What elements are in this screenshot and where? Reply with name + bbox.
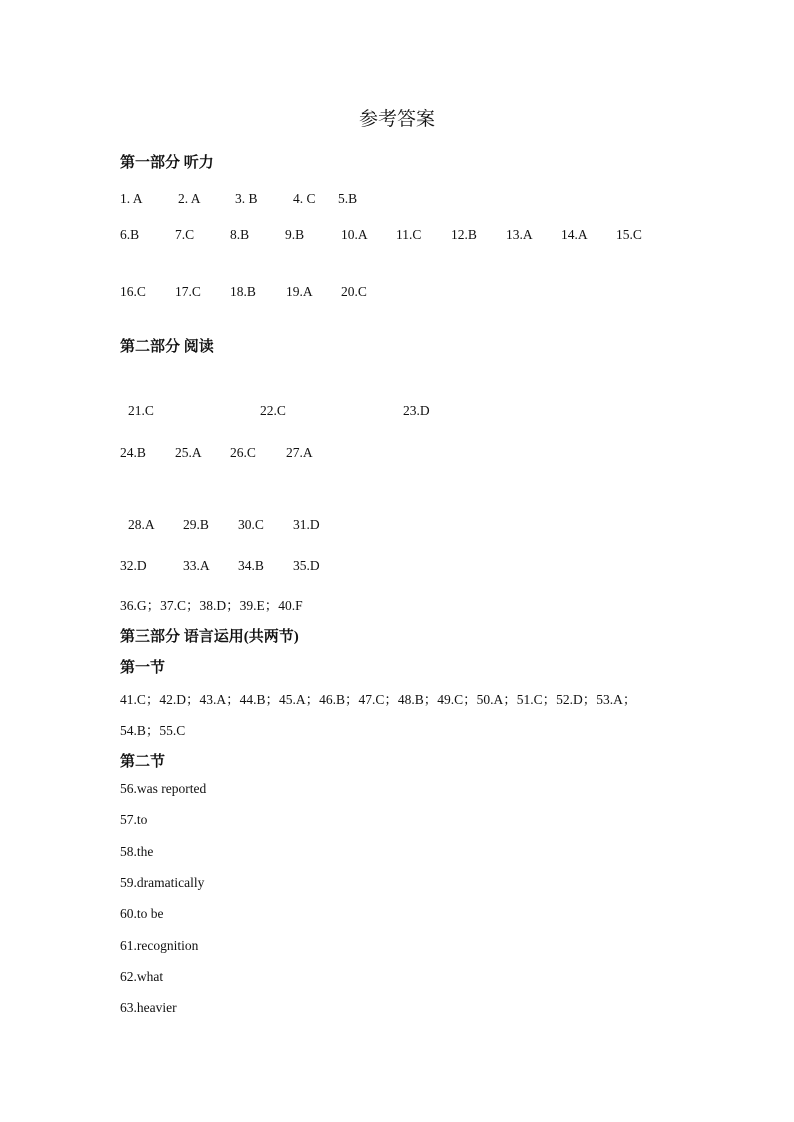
answer-item: 11.C — [396, 227, 422, 242]
answer-item: 26.C — [230, 445, 256, 460]
section2-heading: 第二节 — [120, 754, 166, 770]
answer-item: 22.C — [260, 403, 286, 418]
answer-item: 2. A — [178, 191, 201, 206]
answer-item: 60.to be — [120, 906, 164, 921]
answer-item: 23.D — [403, 403, 430, 418]
answer-item: 30.C — [238, 517, 264, 532]
page-title: 参考答案 — [358, 109, 435, 130]
answer-item: 34.B — [238, 558, 264, 573]
answer-item: 58.the — [120, 844, 154, 859]
answer-item: 7.C — [175, 227, 195, 242]
answer-item: 59.dramatically — [120, 875, 205, 890]
part2-row5: 36.G；37.C；38.D；39.E；40.F — [120, 598, 303, 613]
section1-heading: 第一节 — [120, 660, 166, 676]
answer-item: 32.D — [120, 558, 147, 573]
part1-heading: 第一部分 听力 — [120, 155, 214, 171]
answer-item: 3. B — [235, 191, 258, 206]
answer-item: 1. A — [120, 191, 143, 206]
answer-item: 12.B — [451, 227, 477, 242]
answer-item: 17.C — [175, 284, 201, 299]
answer-item: 13.A — [506, 227, 533, 242]
answer-item: 63.heavier — [120, 1000, 177, 1015]
answer-item: 31.D — [293, 517, 320, 532]
answer-item: 21.C — [128, 403, 154, 418]
answer-item: 25.A — [175, 445, 202, 460]
answer-item: 61.recognition — [120, 938, 199, 953]
answer-item: 18.B — [230, 284, 256, 299]
answer-item: 29.B — [183, 517, 209, 532]
answer-item: 20.C — [341, 284, 367, 299]
section1-line1: 41.C；42.D；43.A；44.B；45.A；46.B；47.C；48.B；49.C；50.A；51.C；52.D；53.A； — [120, 692, 637, 707]
part2-heading: 第二部分 阅读 — [120, 339, 214, 355]
part3-heading: 第三部分 语言运用(共两节) — [120, 629, 299, 645]
answer-item: 8.B — [230, 227, 250, 242]
answer-item: 10.A — [341, 227, 368, 242]
answer-item: 5.B — [338, 191, 358, 206]
answer-item: 24.B — [120, 445, 146, 460]
section1-line2: 54.B；55.C — [120, 723, 186, 738]
answer-item: 27.A — [286, 445, 313, 460]
answer-item: 4. C — [293, 191, 316, 206]
answer-item: 9.B — [285, 227, 305, 242]
answer-item: 56.was reported — [120, 781, 207, 796]
answer-item: 57.to — [120, 812, 148, 827]
answer-item: 15.C — [616, 227, 642, 242]
answer-item: 28.A — [128, 517, 155, 532]
answer-item: 35.D — [293, 558, 320, 573]
answer-item: 6.B — [120, 227, 140, 242]
answer-item: 14.A — [561, 227, 588, 242]
answer-item: 16.C — [120, 284, 146, 299]
answer-item: 19.A — [286, 284, 313, 299]
answer-item: 62.what — [120, 969, 164, 984]
answer-item: 33.A — [183, 558, 210, 573]
